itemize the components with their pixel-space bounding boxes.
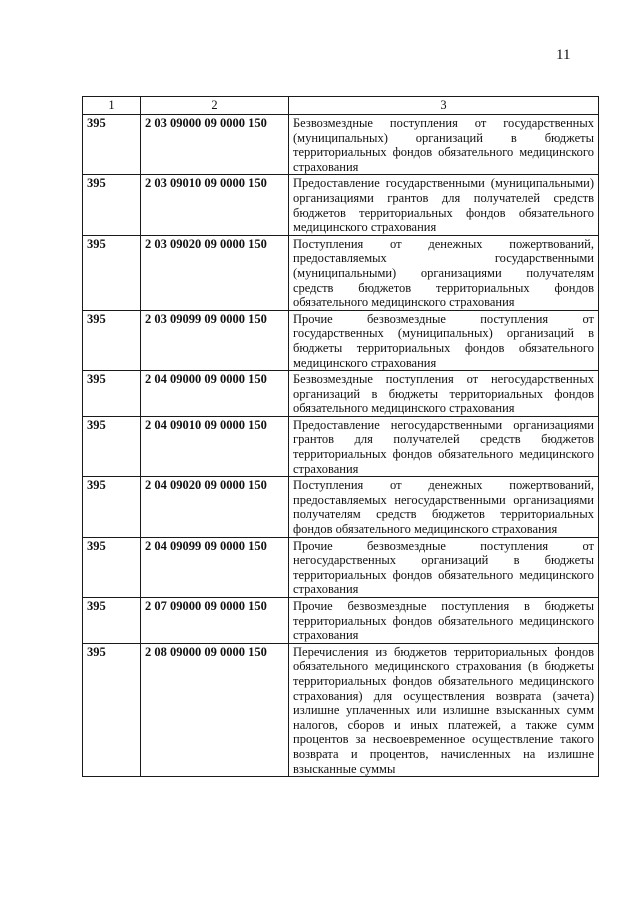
table-row: [83, 371, 599, 417]
table-row: [83, 115, 599, 175]
admin-code-cell: 395: [83, 477, 141, 537]
description-cell: Прочие безвозмездные поступления от негосударственных организаций в бюджеты территориальных фондов обязательного медицинского страхования: [289, 537, 599, 597]
table-row: [83, 416, 599, 476]
page-number: 11: [556, 47, 571, 63]
admin-code-cell: 395: [83, 643, 141, 776]
table-header: [83, 97, 599, 115]
table-row: [83, 537, 599, 597]
admin-code-cell: 395: [83, 115, 141, 175]
table-body: [83, 115, 599, 777]
budget-code-cell: 2 03 09099 09 0000 150: [141, 310, 289, 370]
budget-code-cell: 2 04 09020 09 0000 150: [141, 477, 289, 537]
description-cell: Перечисления из бюджетов территориальных фондов обязательного медицинского страхования (в бюджеты территориальных фондов обязательного медицинского страхования) для осуществления возврата (зачета) излишне уплаченных или излишне взысканных сумм налогов, сборов и иных платежей, а также сумм процентов за несвоевременное осуществление такого возврата и процентов, начисленных на излишне взысканные суммы: [289, 643, 599, 776]
budget-code-cell: 2 04 09010 09 0000 150: [141, 416, 289, 476]
admin-code-cell: 395: [83, 371, 141, 417]
table-row: [83, 477, 599, 537]
description-cell: Предоставление государственными (муниципальными) организациями грантов для получателей средств бюджетов территориальных фондов обязательного медицинского страхования: [289, 175, 599, 235]
description-cell: Прочие безвозмездные поступления от государственных (муниципальных) организаций в бюджеты территориальных фондов обязательного медицинского страхования: [289, 310, 599, 370]
column-header-3: 3: [289, 97, 599, 115]
admin-code-cell: 395: [83, 310, 141, 370]
budget-codes-table: [82, 96, 599, 777]
table-row: [83, 310, 599, 370]
admin-code-cell: 395: [83, 235, 141, 310]
admin-code-cell: 395: [83, 416, 141, 476]
column-header-2: 2: [141, 97, 289, 115]
budget-code-cell: 2 04 09099 09 0000 150: [141, 537, 289, 597]
budget-code-cell: 2 07 09000 09 0000 150: [141, 598, 289, 644]
budget-code-cell: 2 03 09020 09 0000 150: [141, 235, 289, 310]
description-cell: Прочие безвозмездные поступления в бюджеты территориальных фондов обязательного медицинского страхования: [289, 598, 599, 644]
table-row: [83, 598, 599, 644]
admin-code-cell: 395: [83, 175, 141, 235]
description-cell: Безвозмездные поступления от государственных (муниципальных) организаций в бюджеты территориальных фондов обязательного медицинского страхования: [289, 115, 599, 175]
table-row: [83, 643, 599, 776]
description-cell: Безвозмездные поступления от негосударственных организаций в бюджеты территориальных фондов обязательного медицинского страхования: [289, 371, 599, 417]
description-cell: Предоставление негосударственными организациями грантов для получателей средств бюджетов территориальных фондов обязательного медицинского страхования: [289, 416, 599, 476]
admin-code-cell: 395: [83, 537, 141, 597]
budget-code-cell: 2 08 09000 09 0000 150: [141, 643, 289, 776]
table-row: [83, 235, 599, 310]
budget-code-cell: 2 04 09000 09 0000 150: [141, 371, 289, 417]
table-row: [83, 175, 599, 235]
column-header-1: 1: [83, 97, 141, 115]
admin-code-cell: 395: [83, 598, 141, 644]
description-cell: Поступления от денежных пожертвований, предоставляемых негосударственными организациями получателям средств бюджетов территориальных фондов обязательного медицинского страхования: [289, 477, 599, 537]
budget-code-cell: 2 03 09000 09 0000 150: [141, 115, 289, 175]
description-cell: Поступления от денежных пожертвований, предоставляемых государственными (муниципальными) организациями получателям средств бюджетов территориальных фондов обязательного медицинского страхования: [289, 235, 599, 310]
budget-code-cell: 2 03 09010 09 0000 150: [141, 175, 289, 235]
header-row: [83, 97, 599, 115]
